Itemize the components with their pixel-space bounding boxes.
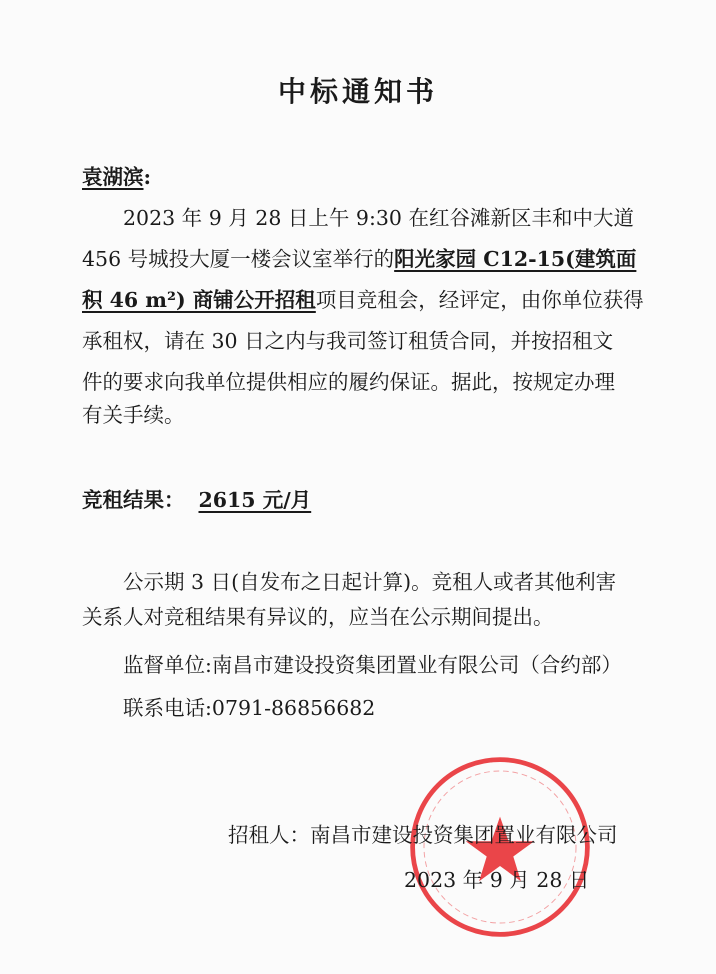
- body-line-2-text: 456 号城投大厦一楼会议室举行的: [82, 247, 395, 271]
- body-line-2: [82, 242, 636, 272]
- result-value: 2615 元/月: [198, 488, 312, 512]
- notice-line-2: 关系人对竞租结果有异议的，应当在公示期间提出。: [82, 605, 554, 629]
- document-title: 中标通知书: [277, 75, 438, 108]
- body-line-6: 有关手续。: [82, 403, 185, 427]
- body-line-3: [82, 283, 644, 313]
- body-line-3-text: 项目竞租会，经评定，由你单位获得: [315, 288, 644, 312]
- notice-line-1: 公示期 3 日(自发布之日起计算)。竞租人或者其他利害: [123, 570, 617, 594]
- contact-phone: 联系电话:0791-86856682: [123, 696, 376, 720]
- issuer: 招租人：南昌市建设投资集团置业有限公司: [228, 823, 618, 847]
- recipient-name: 袁湖滨: [82, 165, 144, 189]
- issue-date: 2023 年 9 月 28 日: [404, 868, 590, 892]
- body-line-1: 2023 年 9 月 28 日上午 9:30 在红谷滩新区丰和中大道: [123, 206, 634, 230]
- result: [82, 483, 325, 513]
- recipient: [82, 160, 151, 190]
- project-name-part-2: 积 46 m²) 商铺公开招租: [82, 288, 316, 312]
- recipient-colon: :: [143, 165, 152, 189]
- project-name-part-1: 阳光家园 C12-15(建筑面: [394, 247, 637, 271]
- body-line-4: 承租权，请在 30 日之内与我司签订租赁合同，并按招租文: [82, 329, 614, 353]
- result-label: 竞租结果：: [82, 488, 185, 512]
- body-line-5: 件的要求向我单位提供相应的履约保证。据此，按规定办理: [82, 370, 615, 394]
- supervisor: 监督单位:南昌市建设投资集团置业有限公司（合约部）: [123, 653, 622, 677]
